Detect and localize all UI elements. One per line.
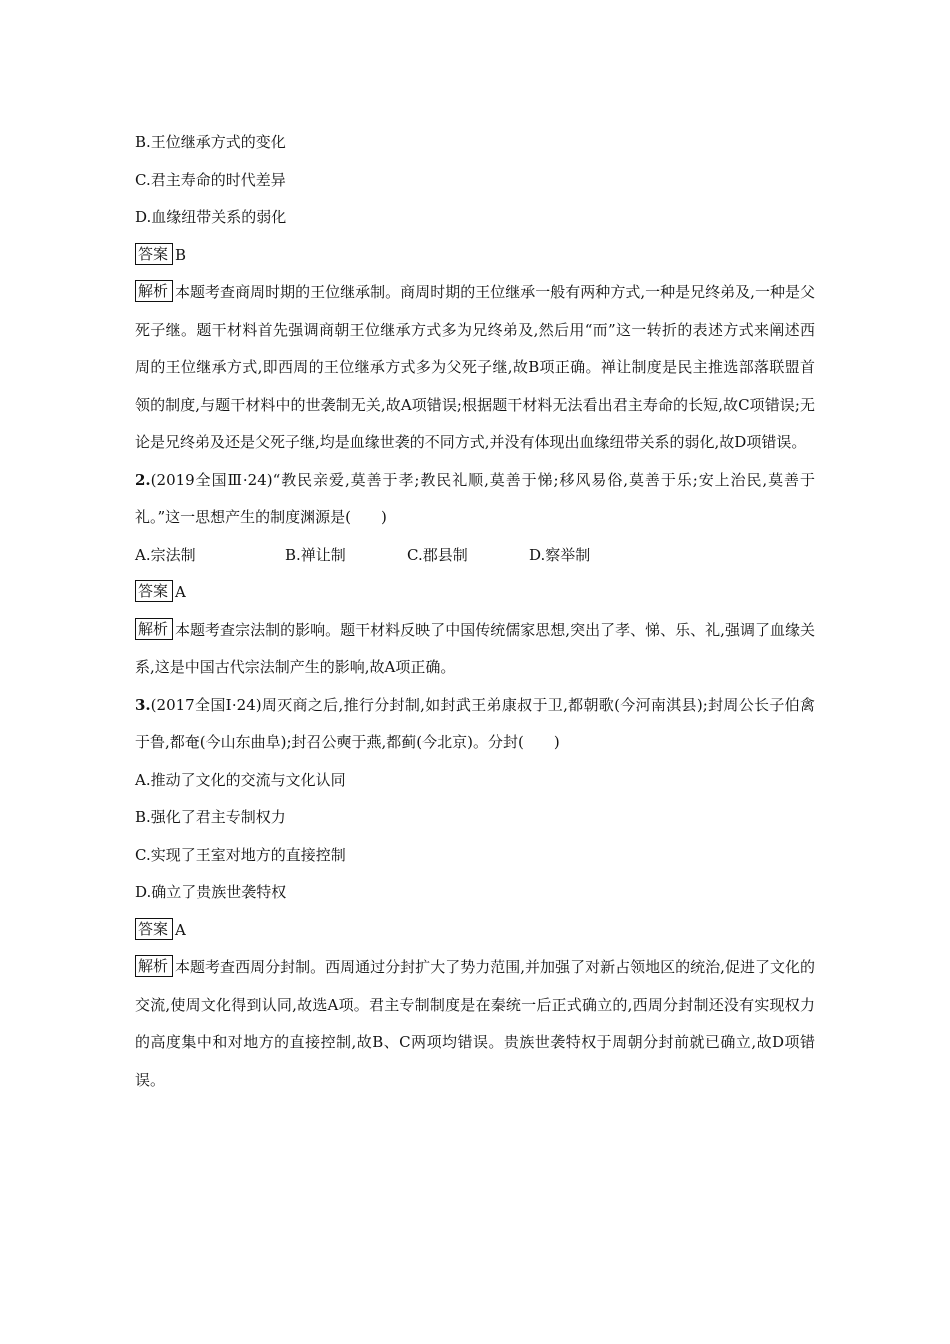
q3-number: 3. (135, 695, 151, 714)
q1-option-b: B.王位继承方式的变化 (135, 133, 286, 151)
q1-analysis (135, 274, 815, 462)
q2-option-c: C.郡县制 (407, 545, 468, 564)
q3-option-d: D.确立了贵族世袭特权 (135, 883, 287, 901)
q2-answer-value: A (175, 583, 186, 601)
q3-answer-value: A (175, 920, 186, 939)
q3-answer (135, 912, 815, 950)
q3-option-b: B.强化了君主专制权力 (135, 808, 286, 826)
q1-option-c: C.君主寿命的时代差异 (135, 170, 286, 189)
q2-analysis-text: 本题考查宗法制的影响。题干材料反映了中国传统儒家思想,突出了孝、悌、乐、礼,强调了血缘关系,这是中国古代宗法制产生的影响,故A项正确。 (135, 620, 815, 676)
q2-analysis (135, 612, 815, 687)
q2-option-d: D.察举制 (529, 545, 591, 564)
q1-option-d: D.血缘纽带关系的弱化 (135, 208, 287, 226)
analysis-tag: 解析 (135, 280, 173, 302)
q2-stem-text: (2019全国Ⅲ·24)“教民亲爱,莫善于孝;教民礼顺,莫善于悌;移风易俗,莫善于乐;安上治民,莫善于礼。”这一思想产生的制度渊源是( ) (135, 470, 815, 526)
q2-option-b: B.禅让制 (285, 545, 346, 564)
q3-option-a: A.推动了文化的交流与文化认同 (135, 770, 346, 789)
analysis-tag: 解析 (135, 955, 173, 977)
q3-analysis-text: 本题考查西周分封制。西周通过分封扩大了势力范围,并加强了对新占领地区的统治,促进了文化的交流,使周文化得到认同,故选A项。君主专制制度是在秦统一后正式确立的,西周分封制还没有实现权力的高度集中和对地方的直接控制,故B、C两项均错误。贵族世袭特权于周朝分封前就已确立,故D项错误。 (135, 958, 815, 1089)
content (135, 124, 815, 1099)
q1-analysis-text: 本题考查商周时期的王位继承制。商周时期的王位继承一般有两种方式,一种是兄终弟及,一种是父死子继。题干材料首先强调商朝王位继承方式多为兄终弟及,然后用“而”这一转折的表述方式来阐述西周的王位继承方式,即西周的王位继承方式多为父死子继,故B项正确。禅让制度是民主推选部落联盟首领的制度,与题干材料中的世袭制无关,故A项错误;根据题干材料无法看出君主寿命的长短,故C项错误;无论是兄终弟及还是父死子继,均是血缘世袭的不同方式,并没有体现出血缘纽带关系的弱化,故D项错误。 (135, 283, 815, 451)
q3-stem (135, 687, 815, 762)
q2-number: 2. (135, 470, 151, 489)
analysis-tag: 解析 (135, 618, 173, 640)
q2-answer (135, 574, 815, 612)
q2-options (135, 537, 815, 575)
answer-tag: 答案 (135, 580, 173, 602)
answer-tag: 答案 (135, 243, 173, 265)
q1-answer (135, 237, 815, 275)
q3-option-c: C.实现了王室对地方的直接控制 (135, 845, 346, 864)
q1-answer-value: B (175, 245, 187, 264)
answer-tag: 答案 (135, 918, 173, 940)
q3-analysis (135, 949, 815, 1099)
q3-stem-text: (2017全国Ⅰ·24)周灭商之后,推行分封制,如封武王弟康叔于卫,都朝歌(今河南淇县);封周公长子伯禽于鲁,都奄(今山东曲阜);封召公奭于燕,都蓟(今北京)。分封( ) (135, 695, 815, 751)
q2-option-a: A.宗法制 (135, 545, 196, 564)
q2-stem (135, 462, 815, 537)
